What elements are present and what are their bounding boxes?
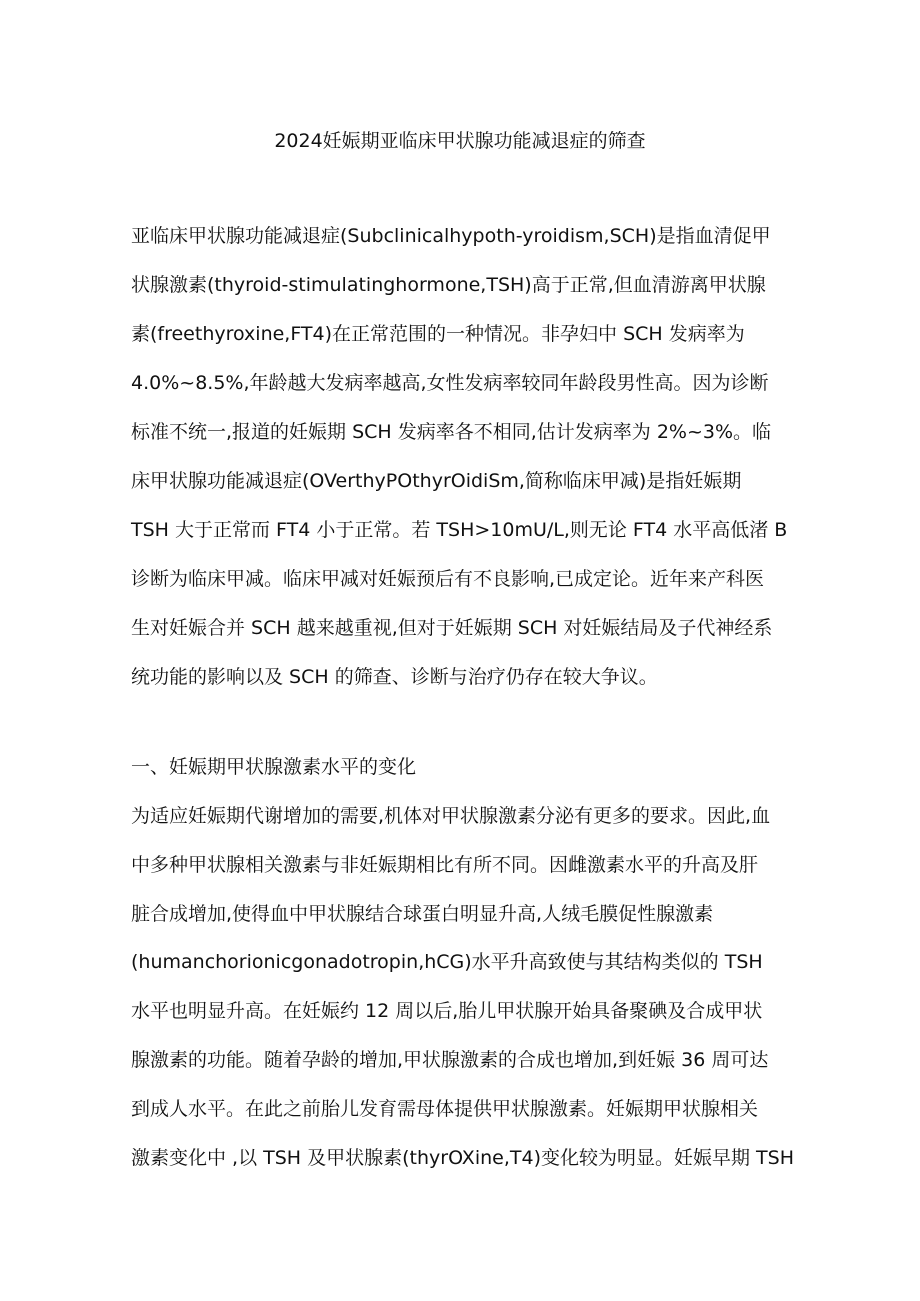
text-line: 4.0%~8.5%,年龄越大发病率越高,女性发病率较同年龄段男性高。因为诊断 [131,372,769,394]
text-line: 水平也明显升高。在妊娠约 12 周以后,胎儿甲状腺开始具备聚碘及合成甲状 [131,1000,763,1022]
text-line: 腺激素的功能。随着孕龄的增加,甲状腺激素的合成也增加,到妊娠 36 周可达 [131,1049,769,1071]
text-line: 床甲状腺功能减退症(OVerthyPOthyrOidiSm,简称临床甲减)是指妊娠期 [131,470,742,492]
text-line: 脏合成增加,使得血中甲状腺结合球蛋白明显升高,人绒毛膜促性腺激素 [131,903,714,925]
text-line: (humanchorionicgonadotropin,hCG)水平升高致使与其结构类似的 TSH [131,951,763,973]
text-line: 状腺激素(thyroid-stimulatinghormone,TSH)高于正常,但血清游离甲状腺 [131,274,766,296]
text-line: 中多种甲状腺相关激素与非妊娠期相比有所不同。因雌激素水平的升高及肝 [131,854,759,876]
text-line: 统功能的影响以及 SCH 的筛查、诊断与治疗仍存在较大争议。 [131,666,658,688]
text-line: 激素变化中 ,以 TSH 及甲状腺素(thyrOXine,T4)变化较为明显。妊娠早期 TSH [131,1147,794,1169]
text-line: 标准不统一,报道的妊娠期 SCH 发病率各不相同,估计发病率为 2%~3%。临 [131,421,772,443]
document-title: 2024妊娠期亚临床甲状腺功能减退症的筛查 [274,130,646,152]
section-heading: 一、妊娠期甲状腺激素水平的变化 [131,756,417,778]
text-line: 为适应妊娠期代谢增加的需要,机体对甲状腺激素分泌有更多的要求。因此,血 [131,805,771,827]
text-line: 诊断为临床甲减。临床甲减对妊娠预后有不良影响,已成定论。近年来产科医 [131,568,765,590]
text-line: 到成人水平。在此之前胎儿发育需母体提供甲状腺激素。妊娠期甲状腺相关 [131,1098,759,1120]
text-line: TSH 大于正常而 FT4 小于正常。若 TSH>10mU/L,则无论 FT4 水平高低渚 B [131,519,788,541]
text-line: 生对妊娠合并 SCH 越来越重视,但对于妊娠期 SCH 对妊娠结局及子代神经系 [131,617,773,639]
text-line: 亚临床甲状腺功能减退症(Subclinicalhypoth-yroidism,SCH)是指血清促甲 [131,225,771,247]
text-line: 素(freethyroxine,FT4)在正常范围的一种情况。非孕妇中 SCH 发病率为 [131,323,745,345]
